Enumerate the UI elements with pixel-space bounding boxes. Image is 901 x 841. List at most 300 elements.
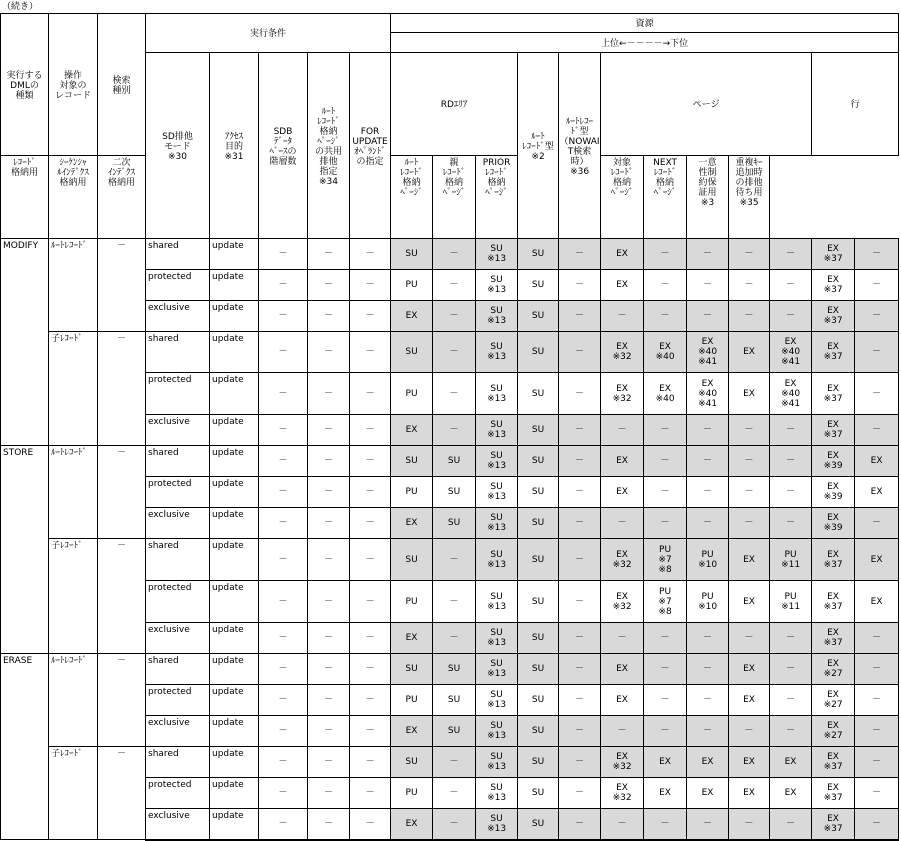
lock-cell: EX [391, 623, 433, 654]
root-share-cell: － [308, 477, 350, 508]
table-row [1, 446, 899, 477]
lock-cell: － [855, 778, 899, 809]
lock-cell: － [559, 539, 601, 581]
lock-cell: － [559, 270, 601, 301]
for-update-cell: － [350, 581, 391, 623]
lock-cell: － [644, 415, 687, 446]
lock-cell: PU [391, 477, 433, 508]
lock-cell: EX ※39 [812, 446, 855, 477]
lock-cell: SU [433, 508, 476, 539]
lock-cell: － [644, 685, 687, 716]
lock-cell: － [855, 239, 899, 270]
root-share-cell: － [308, 747, 350, 778]
lock-cell: EX ※37 [812, 239, 855, 270]
access-purpose-cell: update [210, 581, 259, 623]
table-body [1, 239, 899, 840]
access-purpose-cell: update [210, 332, 259, 373]
table-header [1, 14, 899, 239]
lock-cell: － [644, 716, 687, 747]
header-roottype: ﾙｰﾄ ﾚｺｰﾄﾞ型 ※2 [518, 53, 559, 239]
sdb-level-cell: － [259, 539, 308, 581]
lock-cell: EX ※40 ※41 [687, 332, 729, 373]
for-update-cell: － [350, 508, 391, 539]
header-row: 行 [812, 53, 899, 156]
lock-cell: SU [391, 747, 433, 778]
lock-cell: EX [855, 446, 899, 477]
lock-cell: － [559, 716, 601, 747]
access-purpose-cell: update [210, 623, 259, 654]
lock-cell: PU [391, 581, 433, 623]
lock-cell: PU [391, 270, 433, 301]
for-update-cell: － [350, 415, 391, 446]
lock-cell: SU [518, 446, 559, 477]
access-purpose-cell: update [210, 539, 259, 581]
access-purpose-cell: update [210, 239, 259, 270]
root-share-cell: － [308, 581, 350, 623]
access-purpose-cell: update [210, 809, 259, 840]
root-share-cell: － [308, 539, 350, 581]
lock-cell: － [770, 270, 812, 301]
access-purpose-cell: update [210, 778, 259, 809]
header-sd: SD排他 モード ※30 [146, 53, 210, 239]
access-purpose-cell: update [210, 747, 259, 778]
header-pg-root: ﾙｰﾄ ﾚｺｰﾄﾞ 格納 ﾍﾟｰｼﾞ [391, 156, 433, 239]
lock-cell: EX ※27 [812, 685, 855, 716]
lock-cell: － [433, 778, 476, 809]
lock-cell: － [433, 747, 476, 778]
lock-cell: － [559, 685, 601, 716]
lock-cell: － [433, 270, 476, 301]
header-pg-prior: PRIOR ﾚｺｰﾄﾞ 格納 ﾍﾟｰｼﾞ [476, 156, 518, 239]
sdb-level-cell: － [259, 270, 308, 301]
sdb-level-cell: － [259, 446, 308, 477]
lock-cell: － [433, 373, 476, 415]
sd-mode-cell: exclusive [146, 415, 210, 446]
lock-cell: － [687, 623, 729, 654]
lock-cell: － [855, 301, 899, 332]
lock-cell: － [687, 477, 729, 508]
sd-mode-cell: shared [146, 654, 210, 685]
access-purpose-cell: update [210, 446, 259, 477]
lock-cell: － [770, 508, 812, 539]
lock-cell: EX [601, 477, 644, 508]
lock-cell: － [729, 270, 770, 301]
target-record-cell: 子ﾚｺｰﾄﾞ [49, 539, 98, 654]
lock-cell: EX [855, 581, 899, 623]
lock-cell: SU [433, 654, 476, 685]
lock-cell: SU [433, 477, 476, 508]
lock-cell: EX [644, 778, 687, 809]
sdb-level-cell: － [259, 685, 308, 716]
lock-cell: － [855, 716, 899, 747]
sd-mode-cell: protected [146, 270, 210, 301]
lock-cell: － [559, 809, 601, 840]
sd-mode-cell: protected [146, 373, 210, 415]
lock-cell: － [559, 415, 601, 446]
lock-cell: EX ※39 [812, 477, 855, 508]
lock-cell: SU ※13 [476, 477, 518, 508]
lock-cell: － [855, 415, 899, 446]
lock-cell: EX ※27 [812, 716, 855, 747]
access-purpose-cell: update [210, 301, 259, 332]
for-update-cell: － [350, 270, 391, 301]
sdb-level-cell: － [259, 747, 308, 778]
lock-cell: － [559, 581, 601, 623]
root-share-cell: － [308, 778, 350, 809]
lock-cell: SU ※13 [476, 716, 518, 747]
lock-cell: SU ※13 [476, 239, 518, 270]
lock-cell: － [729, 477, 770, 508]
header-access: ｱｸｾｽ 目的 ※31 [210, 53, 259, 239]
lock-cell: SU [518, 581, 559, 623]
lock-cell: EX ※32 [601, 581, 644, 623]
sdb-level-cell: － [259, 654, 308, 685]
lock-cell: － [729, 716, 770, 747]
target-record-cell: ﾙｰﾄﾚｺｰﾄﾞ [49, 654, 98, 747]
lock-cell: － [433, 539, 476, 581]
for-update-cell: － [350, 623, 391, 654]
lock-cell: － [729, 446, 770, 477]
lock-cell: EX [391, 301, 433, 332]
table-row [1, 332, 899, 373]
lock-cell: EX [770, 747, 812, 778]
lock-cell: EX ※32 [601, 747, 644, 778]
sd-mode-cell: exclusive [146, 301, 210, 332]
lock-cell: － [770, 623, 812, 654]
for-update-cell: － [350, 778, 391, 809]
lock-cell: SU [518, 332, 559, 373]
access-purpose-cell: update [210, 685, 259, 716]
sdb-level-cell: － [259, 415, 308, 446]
lock-cell: － [855, 747, 899, 778]
lock-cell: EX ※32 [601, 539, 644, 581]
lock-cell: － [559, 373, 601, 415]
target-record-cell: ﾙｰﾄﾚｺｰﾄﾞ [49, 239, 98, 332]
lock-cell: － [559, 332, 601, 373]
lock-cell: － [559, 446, 601, 477]
lock-cell: EX [729, 778, 770, 809]
sdb-level-cell: － [259, 373, 308, 415]
header-target: 操作 対象の レコード [49, 14, 98, 156]
lock-cell: － [687, 809, 729, 840]
header-rd-rec: ﾚｺｰﾄﾞ 格納用 [1, 156, 49, 239]
lock-cell: － [855, 685, 899, 716]
lock-cell: － [559, 747, 601, 778]
lock-cell: － [687, 446, 729, 477]
lock-cell: EX [770, 778, 812, 809]
root-share-cell: － [308, 239, 350, 270]
lock-cell: － [559, 623, 601, 654]
for-update-cell: － [350, 477, 391, 508]
lock-cell: － [855, 332, 899, 373]
lock-cell: － [601, 415, 644, 446]
lock-cell: EX ※37 [812, 332, 855, 373]
lock-cell: EX [601, 654, 644, 685]
lock-cell: － [687, 239, 729, 270]
lock-cell: － [601, 716, 644, 747]
sd-mode-cell: protected [146, 778, 210, 809]
lock-cell: EX ※37 [812, 539, 855, 581]
lock-cell: － [644, 623, 687, 654]
lock-cell: EX [687, 747, 729, 778]
lock-cell: PU ※10 [687, 539, 729, 581]
sd-mode-cell: protected [146, 477, 210, 508]
lock-cell: EX [601, 685, 644, 716]
lock-cell: － [770, 809, 812, 840]
search-type-cell: － [98, 539, 146, 654]
lock-cell: SU ※13 [476, 373, 518, 415]
lock-cell: SU ※13 [476, 654, 518, 685]
header-roottype-nowait: ﾙｰﾄﾚｺｰ ﾄﾞ型 （NOWAI T検索 時） ※36 [559, 53, 601, 239]
sd-mode-cell: exclusive [146, 623, 210, 654]
lock-cell: － [855, 270, 899, 301]
root-share-cell: － [308, 685, 350, 716]
lock-cell: PU [391, 778, 433, 809]
lock-cell: EX ※37 [812, 778, 855, 809]
lock-cell: SU [518, 747, 559, 778]
lock-cell: EX ※32 [601, 778, 644, 809]
sd-mode-cell: shared [146, 747, 210, 778]
root-share-cell: － [308, 716, 350, 747]
root-share-cell: － [308, 301, 350, 332]
lock-cell: EX ※37 [812, 415, 855, 446]
lock-cell: EX [729, 332, 770, 373]
lock-cell: － [687, 270, 729, 301]
sdb-level-cell: － [259, 301, 308, 332]
for-update-cell: － [350, 747, 391, 778]
lock-cell: EX [687, 778, 729, 809]
dml-type-cell: STORE [1, 446, 49, 654]
lock-cell: SU ※13 [476, 270, 518, 301]
lock-cell: SU [518, 809, 559, 840]
lock-cell: － [855, 373, 899, 415]
header-rd-seq: ｼｰｹﾝｼｬ ﾙｲﾝﾃﾞｸｽ 格納用 [49, 156, 98, 239]
access-purpose-cell: update [210, 654, 259, 685]
lock-cell: EX ※37 [812, 809, 855, 840]
lock-cell: EX ※40 [644, 373, 687, 415]
root-share-cell: － [308, 623, 350, 654]
lock-cell: EX ※37 [812, 270, 855, 301]
lock-cell: － [770, 685, 812, 716]
lock-cell: PU [391, 373, 433, 415]
lock-cell: EX ※37 [812, 581, 855, 623]
lock-cell: EX ※40 ※41 [687, 373, 729, 415]
table-row [1, 654, 899, 685]
lock-cell: － [687, 301, 729, 332]
lock-cell: － [770, 654, 812, 685]
lock-cell: EX [729, 685, 770, 716]
sd-mode-cell: shared [146, 539, 210, 581]
lock-cell: PU ※7 ※8 [644, 539, 687, 581]
lock-cell: SU ※13 [476, 581, 518, 623]
lock-cell: PU ※7 ※8 [644, 581, 687, 623]
lock-cell: － [855, 623, 899, 654]
lock-cell: － [687, 508, 729, 539]
lock-cell: SU [391, 654, 433, 685]
for-update-cell: － [350, 539, 391, 581]
lock-cell: SU [391, 446, 433, 477]
root-share-cell: － [308, 373, 350, 415]
for-update-cell: － [350, 716, 391, 747]
header-resources: 資源 [391, 14, 899, 33]
lock-cell: EX [729, 581, 770, 623]
lock-cell: － [559, 778, 601, 809]
search-type-cell: － [98, 332, 146, 446]
lock-cell: EX ※39 [812, 508, 855, 539]
lock-cell: SU ※13 [476, 809, 518, 840]
access-purpose-cell: update [210, 477, 259, 508]
header-pg-parent: 親 ﾚｺｰﾄﾞ 格納 ﾍﾟｰｼﾞ [433, 156, 476, 239]
table-row [1, 539, 899, 581]
lock-cell: PU [391, 685, 433, 716]
for-update-cell: － [350, 373, 391, 415]
lock-cell: － [433, 581, 476, 623]
lock-cell: SU ※13 [476, 778, 518, 809]
lock-cell: － [644, 446, 687, 477]
header-page: ページ [601, 53, 812, 156]
lock-cell: EX [391, 809, 433, 840]
header-search: 検索 種別 [98, 14, 146, 156]
lock-cell: － [644, 477, 687, 508]
lock-cell: SU [518, 301, 559, 332]
header-rd-sec: 二次 ｲﾝﾃﾞｸｽ 格納用 [98, 156, 146, 239]
access-purpose-cell: update [210, 716, 259, 747]
lock-cell: － [644, 301, 687, 332]
header-order: 上位←－－－－→下位 [391, 33, 899, 53]
lock-cell: EX [391, 716, 433, 747]
lock-cell: SU ※13 [476, 301, 518, 332]
lock-cell: － [770, 415, 812, 446]
lock-cell: EX ※27 [812, 654, 855, 685]
lock-cell: － [687, 685, 729, 716]
target-record-cell: 子ﾚｺｰﾄﾞ [49, 747, 98, 840]
lock-cell: EX [601, 239, 644, 270]
lock-cell: EX [391, 415, 433, 446]
sdb-level-cell: － [259, 477, 308, 508]
lock-cell: EX ※32 [601, 373, 644, 415]
lock-resource-table [0, 13, 899, 841]
lock-cell: EX [729, 654, 770, 685]
lock-cell: SU ※13 [476, 623, 518, 654]
lock-cell: SU [391, 332, 433, 373]
lock-cell: － [687, 654, 729, 685]
lock-cell: － [644, 809, 687, 840]
lock-cell: EX [729, 539, 770, 581]
lock-cell: EX ※40 ※41 [770, 373, 812, 415]
lock-cell: － [433, 809, 476, 840]
access-purpose-cell: update [210, 270, 259, 301]
lock-cell: SU [518, 508, 559, 539]
sd-mode-cell: exclusive [146, 716, 210, 747]
sdb-level-cell: － [259, 716, 308, 747]
lock-cell: EX ※37 [812, 623, 855, 654]
lock-cell: SU [518, 654, 559, 685]
lock-cell: － [433, 239, 476, 270]
root-share-cell: － [308, 446, 350, 477]
sdb-level-cell: － [259, 332, 308, 373]
lock-cell: SU [391, 239, 433, 270]
lock-cell: － [601, 508, 644, 539]
header-pg-target: 対象 ﾚｺｰﾄﾞ 格納 ﾍﾟｰｼﾞ [601, 156, 644, 239]
lock-cell: EX ※40 [644, 332, 687, 373]
root-share-cell: － [308, 415, 350, 446]
lock-cell: － [559, 477, 601, 508]
access-purpose-cell: update [210, 415, 259, 446]
lock-cell: SU [518, 415, 559, 446]
sd-mode-cell: protected [146, 685, 210, 716]
lock-cell: EX ※37 [812, 747, 855, 778]
lock-cell: SU ※13 [476, 508, 518, 539]
root-share-cell: － [308, 508, 350, 539]
lock-cell: EX [644, 747, 687, 778]
lock-cell: － [433, 332, 476, 373]
lock-cell: EX ※37 [812, 301, 855, 332]
lock-cell: － [770, 446, 812, 477]
lock-cell: － [770, 716, 812, 747]
header-row-dup: 重複ｷｰ 追加時 の排他 待ち用 ※35 [729, 156, 770, 239]
lock-cell: EX ※40 ※41 [770, 332, 812, 373]
search-type-cell: － [98, 446, 146, 539]
lock-cell: － [729, 623, 770, 654]
sd-mode-cell: shared [146, 239, 210, 270]
for-update-cell: － [350, 809, 391, 840]
lock-cell: PU ※11 [770, 581, 812, 623]
lock-cell: － [601, 809, 644, 840]
for-update-cell: － [350, 301, 391, 332]
lock-cell: － [855, 508, 899, 539]
sd-mode-cell: exclusive [146, 809, 210, 840]
lock-cell: － [687, 716, 729, 747]
lock-cell: － [601, 301, 644, 332]
lock-cell: － [433, 623, 476, 654]
continued-label: （続き） [2, 2, 39, 12]
sdb-level-cell: － [259, 581, 308, 623]
lock-cell: SU ※13 [476, 446, 518, 477]
lock-cell: － [687, 415, 729, 446]
target-record-cell: 子ﾚｺｰﾄﾞ [49, 332, 98, 446]
lock-cell: － [729, 508, 770, 539]
lock-cell: EX ※32 [601, 332, 644, 373]
header-sdb: SDB ﾃﾞｰﾀ ﾍﾞｰｽの 階層数 [259, 53, 308, 239]
for-update-cell: － [350, 239, 391, 270]
root-share-cell: － [308, 332, 350, 373]
header-forupdate: FOR UPDATE ｵﾍﾟﾗﾝﾄﾞ の指定 [350, 53, 391, 239]
dml-type-cell: ERASE [1, 654, 49, 840]
root-share-cell: － [308, 809, 350, 840]
lock-cell: SU [433, 446, 476, 477]
lock-cell: SU ※13 [476, 332, 518, 373]
sdb-level-cell: － [259, 623, 308, 654]
lock-cell: PU ※10 [687, 581, 729, 623]
header-rootshare: ﾙｰﾄ ﾚｺｰﾄﾞ 格納 ﾍﾟｰｼﾞ の共用 排他 指定 ※34 [308, 53, 350, 239]
lock-cell: EX [729, 747, 770, 778]
lock-cell: SU [518, 373, 559, 415]
lock-cell: － [644, 654, 687, 685]
lock-cell: － [559, 654, 601, 685]
for-update-cell: － [350, 654, 391, 685]
lock-cell: SU [518, 716, 559, 747]
lock-cell: EX [855, 477, 899, 508]
lock-cell: － [770, 301, 812, 332]
sd-mode-cell: protected [146, 581, 210, 623]
lock-cell: SU [391, 539, 433, 581]
lock-cell: － [644, 270, 687, 301]
for-update-cell: － [350, 332, 391, 373]
lock-cell: － [644, 508, 687, 539]
for-update-cell: － [350, 446, 391, 477]
lock-cell: EX [601, 446, 644, 477]
lock-cell: EX [855, 539, 899, 581]
